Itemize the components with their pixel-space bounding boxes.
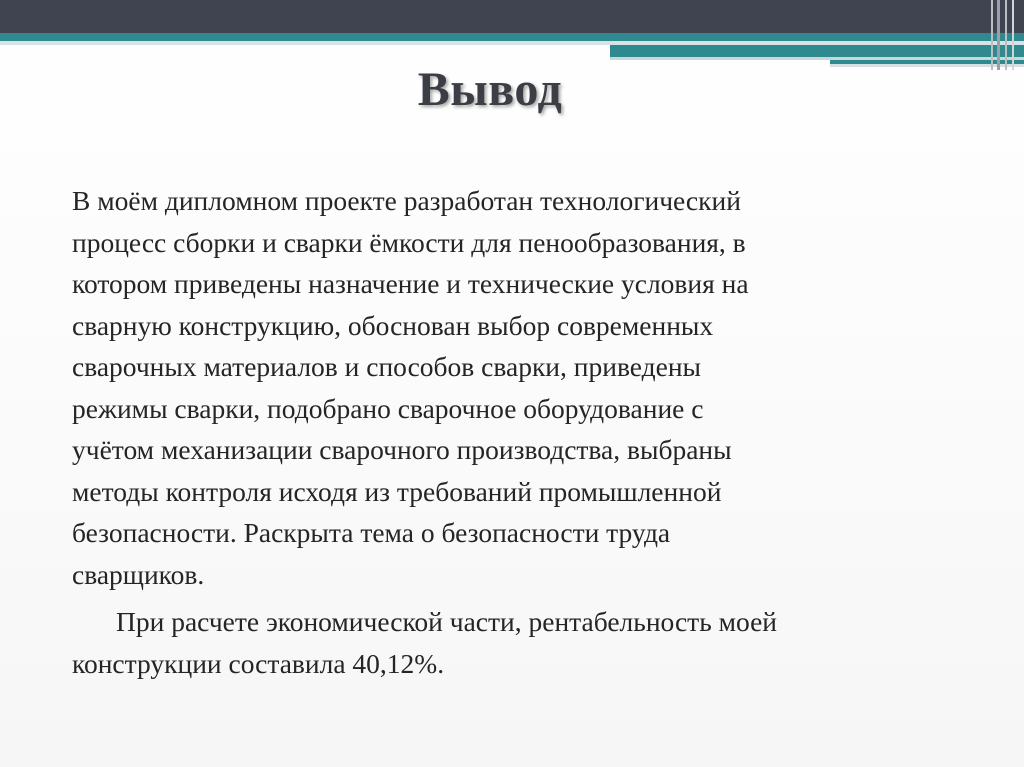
paragraph-1	[72, 180, 952, 595]
header-vertical-line	[991, 0, 993, 70]
text-line: методы контроля исходя из требований промышленной	[72, 475, 722, 507]
header-vertical-line	[997, 0, 1000, 70]
text-line: сварщиков.	[72, 558, 205, 590]
header-vertical-line	[1005, 0, 1007, 70]
slide-title: Вывод	[417, 63, 563, 116]
header-band-teal	[0, 33, 1024, 41]
text-line: котором приведены назначение и технические условия на	[72, 268, 749, 299]
header-vertical-line	[1012, 0, 1014, 70]
text-line: режимы сварки, подобрано сварочное оборудование с	[72, 392, 704, 424]
text-line: В моём дипломном проекте разработан технологический	[72, 185, 741, 216]
text-line: процесс сборки и сварки ёмкости для пенообразования, в	[72, 226, 746, 258]
text-line: безопасности. Раскрыта тема о безопасности труда	[72, 517, 671, 548]
header-band-dark	[0, 0, 1024, 33]
slide-body	[72, 180, 952, 684]
text-line: сварочных материалов и способов сварки, приведены	[72, 351, 702, 382]
text-line: конструкции составила 40,12%.	[72, 647, 445, 679]
header-step-band	[610, 45, 1024, 57]
text-line: сварную конструкцию, обоснован выбор современных	[72, 309, 714, 341]
text-line: При расчете экономической части, рентабельность моей	[116, 606, 778, 637]
paragraph-2	[72, 601, 952, 684]
text-line: учётом механизации сварочного производства, выбраны	[72, 434, 732, 465]
